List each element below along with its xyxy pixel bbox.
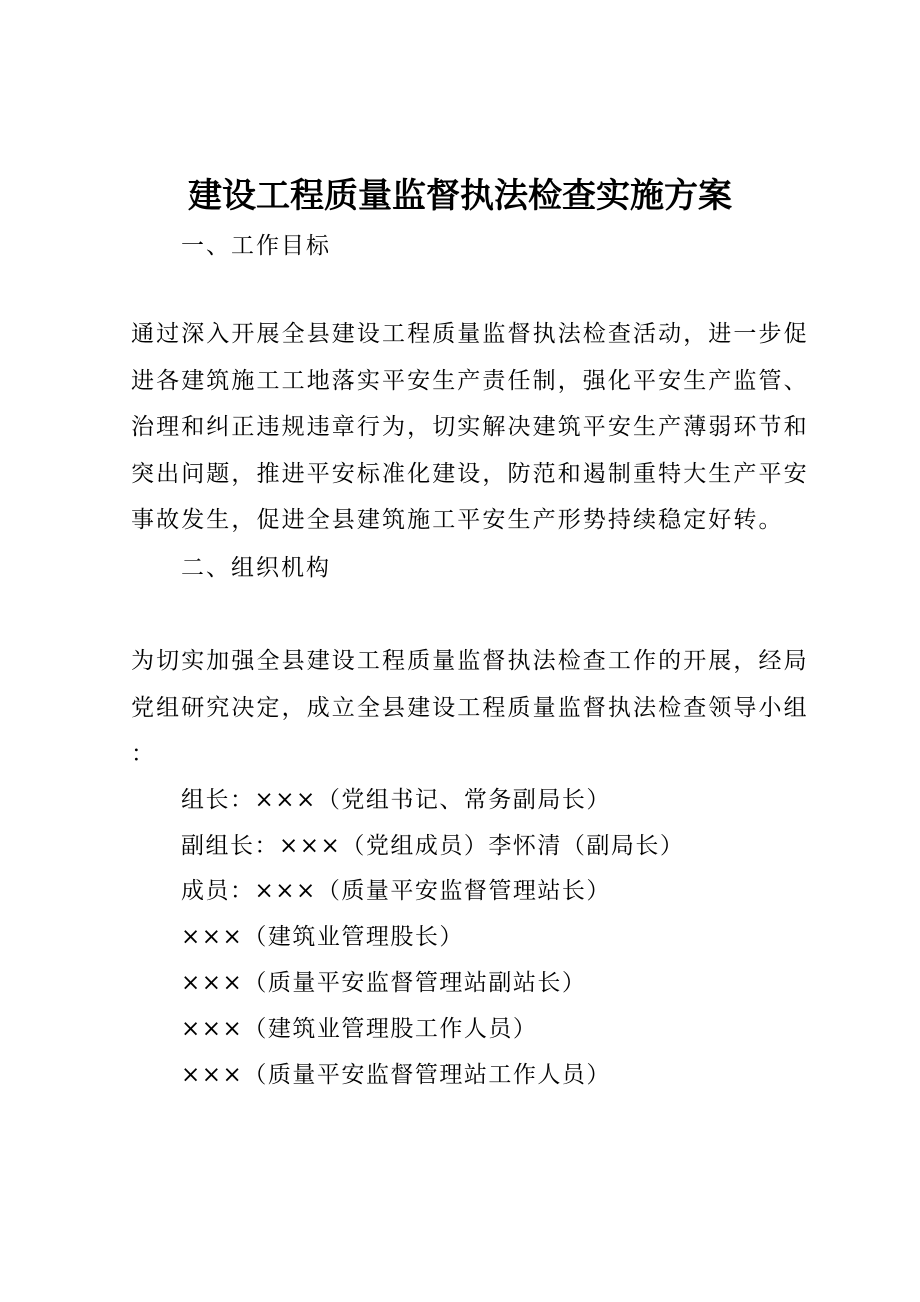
- paragraph-line: ：: [131, 741, 157, 767]
- member-staff: ×××（质量平安监督管理站副站长）: [181, 970, 587, 996]
- paragraph-line: 治理和纠正违规违章行为，切实解决建筑平安生产薄弱环节和: [131, 414, 809, 440]
- section-heading-organization: 二、组织机构: [181, 555, 331, 581]
- member-staff: ×××（质量平安监督管理站工作人员）: [181, 1062, 611, 1088]
- paragraph-line: 事故发生，促进全县建筑施工平安生产形势持续稳定好转。: [131, 507, 784, 533]
- paragraph-line: 为切实加强全县建设工程质量监督执法检查工作的开展，经局: [131, 648, 809, 674]
- paragraph-line: 进各建筑施工工地落实平安生产责任制，强化平安生产监管、: [131, 367, 809, 394]
- document-title: 建设工程质量监督执法检查实施方案: [188, 176, 732, 216]
- paragraph-line: 突出问题，推进平安标准化建设，防范和遏制重特大生产平安: [131, 460, 809, 487]
- member-staff: ×××（建筑业管理股长）: [181, 924, 464, 950]
- member-leader: 组长：×××（党组书记、常务副局长）: [181, 787, 611, 813]
- paragraph-line: 通过深入开展全县建设工程质量监督执法检查活动，进一步促: [131, 321, 809, 347]
- member-deputy-leader: 副组长：×××（党组成员）李怀清（副局长）: [181, 833, 685, 859]
- member-staff: 成员：×××（质量平安监督管理站长）: [181, 878, 611, 904]
- member-staff: ×××（建筑业管理股工作人员）: [181, 1016, 538, 1042]
- section-heading-goals: 一、工作目标: [181, 233, 331, 259]
- paragraph-line: 党组研究决定，成立全县建设工程质量监督执法检查领导小组: [131, 694, 809, 721]
- organization-paragraph: [131, 638, 809, 778]
- goals-paragraph: [131, 311, 809, 544]
